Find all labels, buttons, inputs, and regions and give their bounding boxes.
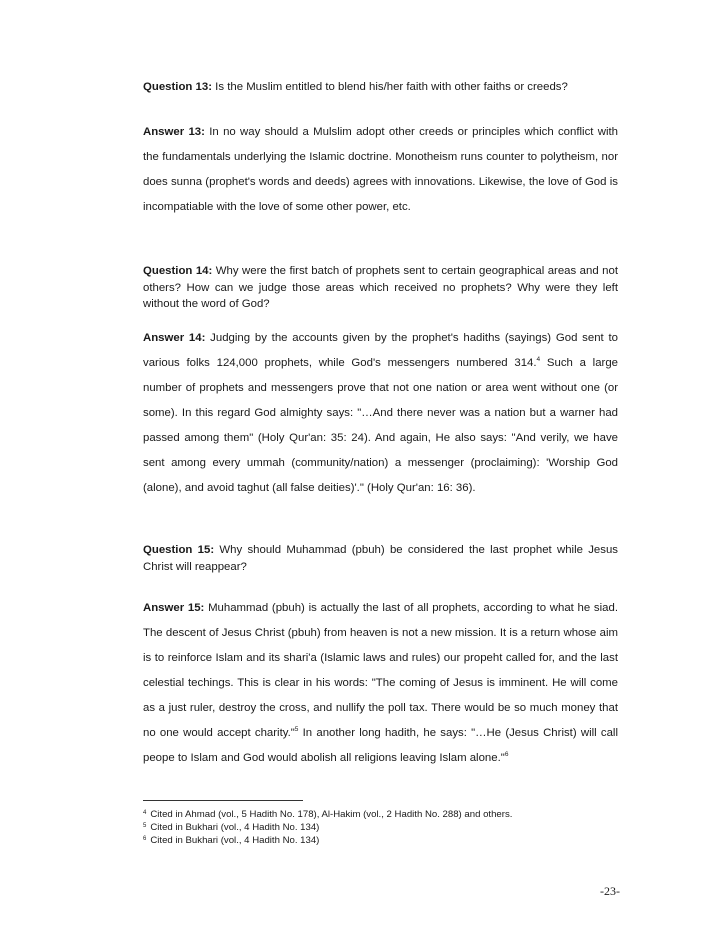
footnote-6-text: Cited in Bukhari (vol., 4 Hadith No. 134) — [150, 835, 320, 846]
footnote-4-number: 4 — [143, 810, 147, 816]
question-13-text: Is the Muslim entitled to blend his/her faith with other faiths or creeds? — [212, 81, 568, 93]
question-14-label: Question 14: — [143, 265, 213, 277]
answer-13 — [143, 120, 618, 220]
answer-14-label: Answer 14: — [143, 332, 206, 344]
footnote-5 — [143, 822, 623, 834]
answer-14 — [143, 326, 618, 501]
footnote-5-text: Cited in Bukhari (vol., 4 Hadith No. 134) — [150, 822, 320, 833]
answer-14-text-1: Judging by the accounts given by the prophet's hadiths (sayings) God sent to various folks 124,000 prophets, while God's messengers numbered 314. — [143, 332, 618, 369]
question-15 — [143, 542, 618, 575]
footnote-6 — [143, 835, 623, 847]
answer-15-label: Answer 15: — [143, 602, 205, 614]
question-13 — [143, 79, 618, 96]
footnote-4 — [143, 809, 623, 821]
footnote-4-text: Cited in Ahmad (vol., 5 Hadith No. 178), Al-Hakim (vol., 2 Hadith No. 288) and others. — [150, 809, 513, 820]
question-13-label: Question 13: — [143, 81, 212, 93]
question-15-label: Question 15: — [143, 544, 215, 556]
footnote-ref-6: 6 — [504, 751, 509, 758]
answer-13-text: In no way should a Mulslim adopt other creeds or principles which conflict with the fundamentals underlying the Islamic doctrine. Monotheism runs counter to polytheism, nor does sunna (prophet's words and deeds) agrees with innovations. Likewise, the love of God is incompatiable with the love of some other power, etc. — [143, 126, 618, 213]
answer-14-text-2: Such a large number of prophets and messengers prove that not one nation or area went without one (or some). In this regard God almighty says: "…And there never was a nation but a warner had passed among them" (Holy Qur'an: 35: 24). And again, He also says: "And verily, we have sent among every ummah (community/nation) a messenger (proclaiming): 'Worship God (alone), and avoid taghut (all false deities)'." (Holy Qur'an: 16: 36). — [143, 357, 619, 494]
footnote-ref-4: 4 — [536, 356, 541, 363]
footnote-5-number: 5 — [143, 823, 147, 829]
footnote-6-number: 6 — [143, 836, 147, 842]
question-15-text: Why should Muhammad (pbuh) be considered the last prophet while Jesus Christ will reappear? — [143, 544, 618, 573]
answer-15-text-1: Muhammad (pbuh) is actually the last of all prophets, according to what he siad. The descent of Jesus Christ (pbuh) from heaven is not a new mission. It is a return whose aim is to reinforce Islam and its shari'a (Islamic laws and rules) our propeht called for, and the last celestial techings. This is clear in his words: "The coming of Jesus is imminent. He will come as a just ruler, destroy the cross, and nullify the poll tax. There would be so much money that no one would accept charity." — [143, 602, 618, 739]
answer-15 — [143, 596, 618, 771]
footnote-ref-5: 5 — [294, 726, 299, 733]
page-number: -23- — [600, 884, 620, 898]
answer-13-label: Answer 13: — [143, 126, 205, 138]
footnote-divider — [143, 800, 303, 801]
answer-15-text-2: In another long hadith, he says: "…He (Jesus Christ) will call peope to Islam and God would abolish all religions leaving Islam alone." — [143, 727, 618, 764]
question-14 — [143, 263, 618, 313]
question-14-text: Why were the first batch of prophets sent to certain geographical areas and not others? How can we judge those areas which received no prophets? Why were they left without the word of God? — [143, 265, 618, 310]
